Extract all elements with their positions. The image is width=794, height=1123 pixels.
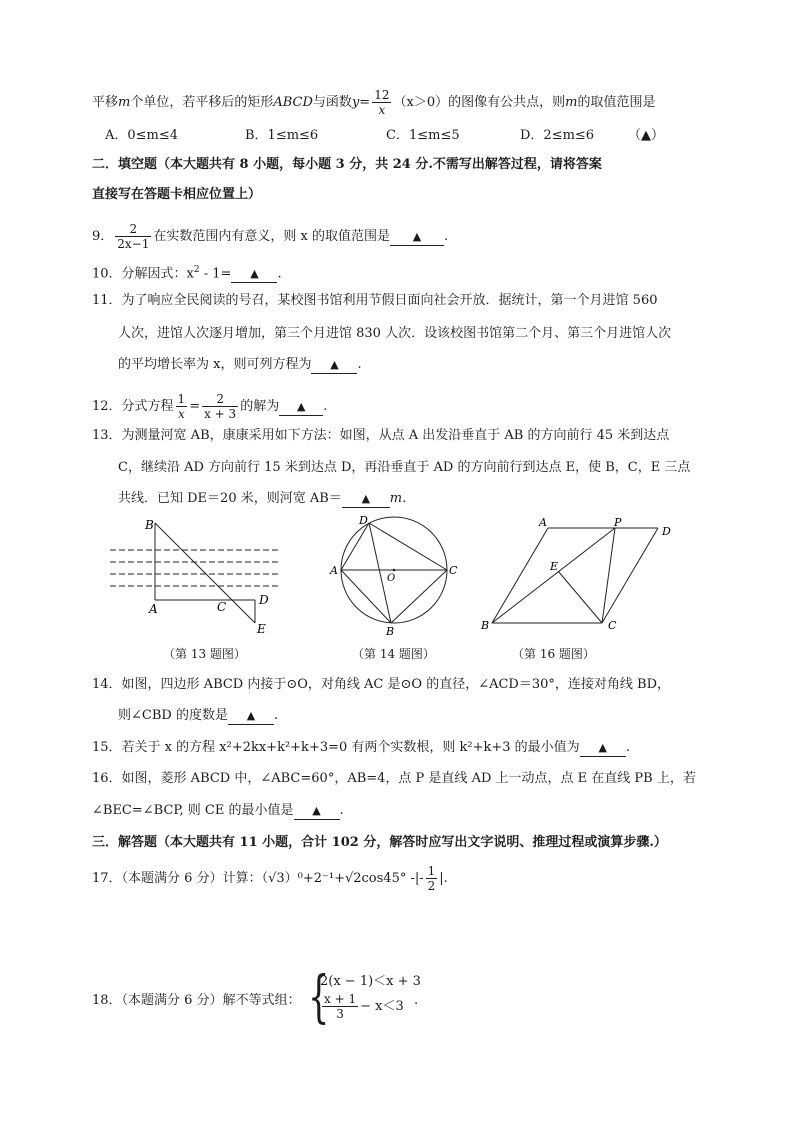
q16-text: ∠BEC=∠BCP, 则 CE 的最小值是 <box>92 803 294 818</box>
label-a: A <box>149 602 158 616</box>
q18-brace: { <box>308 965 330 1030</box>
q8-eq: = <box>359 95 371 110</box>
q13-line1: 13．为测量河宽 AB，康康采用如下方法：如图，从点 A 出发沿垂直于 AB 的方向前行 45 米到达点 <box>92 428 670 443</box>
q8-option-c: C．1≤m≤5 <box>386 128 460 143</box>
caption-14: （第 14 题图） <box>352 647 435 661</box>
label-d: D <box>662 525 671 538</box>
q11-line3 <box>118 357 362 374</box>
q9-frac-num: 2 <box>115 222 151 237</box>
side-cd <box>602 528 658 623</box>
q8-option-b: B．1≤m≤6 <box>245 128 319 143</box>
q18-ineq-tail: − x＜3 <box>360 999 404 1014</box>
q8-y: y <box>351 95 360 110</box>
q8-text: 与函数 <box>312 95 352 110</box>
q11-text: 的平均增长率为 x，则可列方程为 <box>118 357 312 372</box>
q12-end: . <box>323 399 328 414</box>
q9-fraction <box>115 222 151 251</box>
q8-text: 的取值范围是 <box>577 95 656 110</box>
label-b: B <box>145 518 154 532</box>
q8-text: 的图像有公共点，则 <box>448 95 566 110</box>
q12-eq: = <box>189 399 201 414</box>
label-c: C <box>449 564 458 577</box>
q10-end: . <box>277 266 282 282</box>
q9-text: 在实数范围内有意义，则 x 的取值范围是 <box>153 229 390 244</box>
q13-text: 共线．已知 DE＝20 米，则河宽 AB＝ <box>118 491 342 506</box>
figure-16 <box>478 513 678 635</box>
label-b: B <box>386 625 395 638</box>
q10-text: 10．分解因式：x <box>92 266 194 282</box>
q8-frac-num: 12 <box>374 88 390 102</box>
label-a: A <box>330 564 338 577</box>
q8-answer: （▲） <box>628 128 664 143</box>
q16-line1: 16．如图，菱形 ABCD 中，∠ABC=60°，AB=4，点 P 是直线 AD 上一动点，点 E 在直线 PB 上，若 <box>92 771 696 786</box>
q13-line2: C，继续沿 AD 方向前行 15 米到达点 D，再沿垂直于 AD 的方向前行到达点 E，使 B，C，E 三点 <box>118 460 691 475</box>
q11-line1: 11．为了响应全民阅读的号召，某校图书馆利用节假日面向社会开放．据统计，第一个月进馆 560 <box>92 293 658 308</box>
q16-line2 <box>92 803 344 820</box>
label-p: P <box>614 516 622 529</box>
q16-end: . <box>339 803 344 818</box>
q11-line2: 人次，进馆人次逐月增加，第三个月进馆 830 人次．设该校图书馆第二个月、第三个月进馆人次 <box>118 326 672 341</box>
q15-answer-blank: ▲ <box>580 740 626 757</box>
label-d: D <box>359 514 368 527</box>
q11-end: . <box>357 357 362 372</box>
figure-14 <box>325 513 465 641</box>
q18-inequality-2 <box>320 992 404 1021</box>
side-da <box>341 523 369 570</box>
q10-text2: - 1= <box>199 266 232 282</box>
side-dc <box>369 523 447 570</box>
q8-cond: （x＞0） <box>393 95 449 110</box>
q9-frac-den: 2x−1 <box>117 237 150 251</box>
q8-line <box>92 88 655 117</box>
q8-text: 平移 <box>92 95 119 110</box>
caption-13: （第 13 题图） <box>163 647 246 661</box>
q18-inequality-1: 2(x − 1)＜x + 3 <box>320 974 421 989</box>
q14-answer-blank: ▲ <box>228 708 274 725</box>
q8-fraction <box>372 88 391 117</box>
label-b: B <box>481 619 490 632</box>
q14-line2 <box>118 708 278 725</box>
label-o: O <box>387 573 396 584</box>
q14-end: . <box>273 708 279 723</box>
q8-frac-den: x <box>378 103 386 117</box>
section2-heading: 二．填空题（本大题共有 8 小题，每小题 3 分，共 24 分.不需写出解答过程，请将答案 <box>92 157 602 172</box>
q15 <box>92 740 630 757</box>
q18-end: . <box>414 993 419 1008</box>
label-e: E <box>550 560 559 573</box>
label-a: A <box>539 516 547 529</box>
q12-text: 的解为 <box>240 399 280 414</box>
side-bc <box>391 570 447 623</box>
side-ab <box>492 528 548 623</box>
q12-fraction-2: $\frac{2}{x + 3}$ <box>204 392 237 421</box>
q18-text: 18．（本题满分 6 分）解不等式组： <box>92 993 301 1008</box>
segment-pc <box>602 528 615 623</box>
q13-line3 <box>118 491 415 508</box>
q17-fraction: $\frac{1}{2}$ <box>427 864 436 893</box>
q15-text: 15．若关于 x 的方程 x²+2kx+k²+k+3=0 有两个实数根，则 k²+k+3 的最小值为 <box>92 740 580 755</box>
segment-be <box>155 523 255 623</box>
q17 <box>92 864 448 893</box>
q11-answer-blank: ▲ <box>311 357 357 374</box>
q8-text: 个单位，若平移后的矩形 <box>130 95 274 110</box>
section3-heading: 三．解答题（本大题共有 11 小题，合计 102 分，解答时应写出文字说明、推理过程或演算步骤.） <box>92 835 667 850</box>
q17-end: |. <box>439 871 448 886</box>
section2-heading-cont: 直接写在答题卡相应位置上） <box>92 187 262 202</box>
q9-answer-blank: ▲ <box>390 229 444 246</box>
q12 <box>92 392 327 421</box>
q8-option-a: A．0≤m≤4 <box>105 128 179 143</box>
q9-number: 9． <box>92 229 114 244</box>
label-d: D <box>259 593 269 607</box>
q8-option-d: D．2≤m≤6 <box>520 128 595 143</box>
q14-text: 则∠CBD 的度数是 <box>118 708 228 723</box>
q18-fraction: $\frac{x + 1}{3}$ <box>324 992 357 1021</box>
caption-16: （第 16 题图） <box>512 647 595 661</box>
q8-var-m: m <box>118 95 131 110</box>
q8-var-m: m <box>565 95 578 110</box>
q9-end: . <box>443 229 449 244</box>
label-e: E <box>257 622 266 636</box>
center-point <box>393 569 396 572</box>
q12-answer-blank: ▲ <box>279 399 323 416</box>
q10-answer-blank: ▲ <box>231 266 277 283</box>
q10-sup: 2 <box>193 265 200 275</box>
q14-line1: 14．如图，四边形 ABCD 内接于⊙O，对角线 AC 是⊙O 的直径，∠ACD＝30°，连接对角线 BD， <box>92 677 670 692</box>
q8-abcd: ABCD <box>273 95 313 110</box>
q9 <box>92 222 448 251</box>
q13-end: m． <box>389 491 416 506</box>
q16-answer-blank: ▲ <box>294 803 340 820</box>
segment-bp <box>492 528 615 623</box>
q12-fraction-1: $\frac{1}{x}$ <box>177 392 186 421</box>
q15-end: . <box>625 740 630 755</box>
q12-number: 12．分式方程 <box>92 399 174 414</box>
figure-13 <box>105 515 285 640</box>
label-c: C <box>608 619 617 632</box>
q13-answer-blank: ▲ <box>342 491 390 508</box>
segment-ec <box>558 571 602 623</box>
q17-text: 17．（本题满分 6 分）计算：（√3）⁰+2⁻¹+√2cos45° -|- <box>92 871 424 886</box>
label-c: C <box>217 600 227 614</box>
q10 <box>92 262 282 283</box>
